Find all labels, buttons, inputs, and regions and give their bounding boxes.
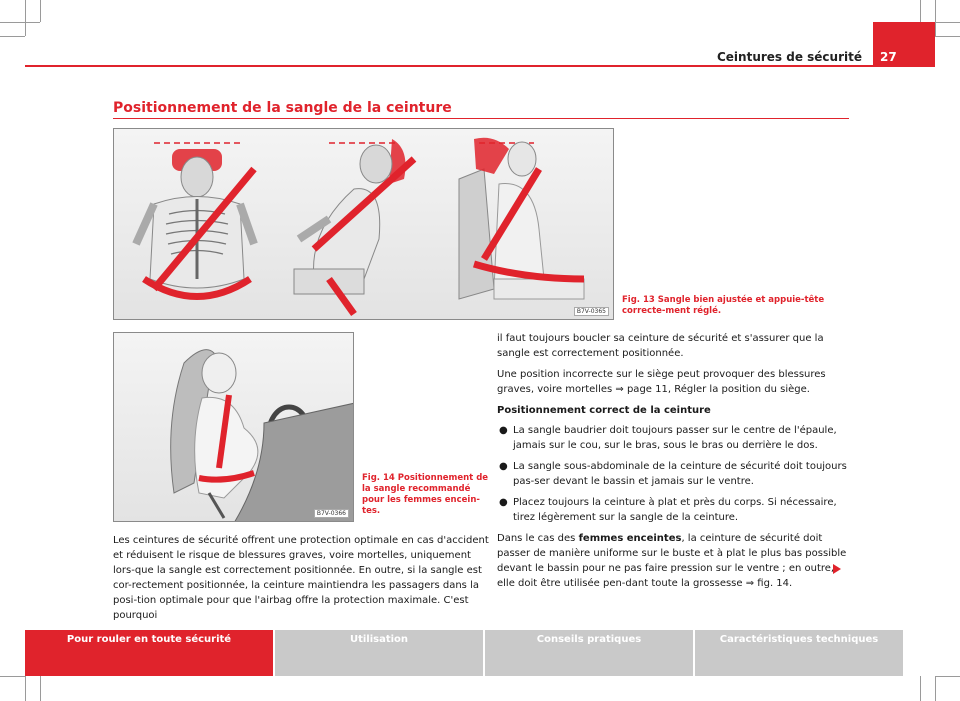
seated-person [459, 138, 584, 299]
crop-mark [40, 676, 41, 701]
crop-mark [0, 36, 25, 37]
bullet-text: Placez toujours la ceinture à plat et près du corps. Si nécessaire, tirez légèrement sur la sangle de la ceinture. [513, 497, 837, 523]
side-skeleton [294, 139, 414, 314]
section-rule [113, 118, 849, 119]
crop-mark [25, 676, 26, 701]
paragraph-3 [497, 531, 852, 591]
header-rule [25, 65, 935, 67]
crop-mark [920, 676, 921, 701]
footer-nav [25, 630, 903, 676]
crop-mark [935, 676, 936, 701]
paragraph-3-text: Dans le cas des [497, 533, 579, 544]
figure-13-code: B7V-0365 [574, 307, 609, 316]
bullet-text: La sangle baudrier doit toujours passer sur le centre de l'épaule, jamais sur le cou, sur le bras, sous le bras ou derrière le dos. [513, 425, 837, 451]
crop-mark [40, 0, 41, 22]
pregnant-women-bold: femmes enceintes [578, 533, 682, 544]
paragraph-3-text-cont: , la ceinture de sécurité doit passer de manière uniforme sur le buste et à plat le plus bas possible devant le bassin pour ne pas faire pression sur le ventre ; en outre, elle doit être utilisée pen-dant toute la grossesse [497, 533, 847, 589]
crop-mark [935, 0, 936, 36]
figure-14-code: B7V-0366 [314, 509, 349, 518]
paragraph-2 [497, 367, 852, 397]
list-item [497, 495, 852, 525]
figure-14-pregnant-belt [113, 332, 354, 522]
page-11-link[interactable]: ⇒ page 11, Régler la position du siège. [615, 384, 810, 395]
figure-13-belt-positions [113, 128, 614, 320]
figure-13-caption: Fig. 13 Sangle bien ajustée et appuie-tête correcte-ment réglé. [622, 295, 825, 316]
bullet-icon: ● [499, 461, 508, 472]
crop-mark [25, 0, 26, 36]
list-item [497, 423, 852, 453]
figure-13-illustration [114, 129, 614, 320]
figure-14-caption: Fig. 14 Positionnement de la sangle recommandé pour les femmes encein-tes. [362, 473, 489, 516]
right-column [497, 331, 852, 597]
bullet-icon: ● [499, 425, 508, 436]
crop-mark [0, 22, 40, 23]
paragraph-2-text: Une position incorrecte sur le siège peut provoquer des blessures graves, voire mortelles [497, 369, 826, 395]
paragraph-1: il faut toujours boucler sa ceinture de sécurité et s'assurer que la sangle est correctement positionnée. [497, 333, 824, 359]
continue-arrow-icon [833, 564, 841, 574]
crop-mark [935, 676, 960, 677]
tab-utilisation[interactable]: Utilisation [273, 630, 483, 676]
figure-14-illustration [114, 333, 354, 522]
intro-paragraph: Les ceintures de sécurité offrent une protection optimale en cas d'accident et réduisent le risque de blessures graves, voire mortelles, uniquement lors-que la sangle est correctement positionnée. En outre, si la sangle est cor-rectement positionnée, la ceinture maintiendra les passagers dans la posi-tion optimale pour que l'airbag offre la protection maximale. C'est pourquoi [113, 535, 489, 621]
bullet-text: La sangle sous-abdominale de la ceinture de sécurité doit toujours pas-ser devant le bassin et jamais sur le ventre. [513, 461, 847, 487]
list-item [497, 459, 852, 489]
subheading: Positionnement correct de la ceinture [497, 405, 711, 416]
paragraph-3-end: . [789, 578, 793, 589]
crop-mark [920, 0, 921, 22]
tab-conseils-pratiques[interactable]: Conseils pratiques [483, 630, 693, 676]
tab-caracteristiques-techniques[interactable]: Caractéristiques techniques [693, 630, 903, 676]
bullet-icon: ● [499, 497, 508, 508]
page-number: 27 [880, 50, 897, 64]
crop-mark [935, 36, 960, 37]
section-title: Positionnement de la sangle de la ceinture [113, 100, 452, 116]
fig-14-link[interactable]: ⇒ fig. 14 [745, 578, 790, 589]
front-skeleton [136, 149, 254, 297]
crop-mark [0, 676, 25, 677]
left-column [113, 533, 489, 629]
tab-pour-rouler[interactable]: Pour rouler en toute sécurité [25, 630, 273, 676]
chapter-title: Ceintures de sécurité [716, 50, 862, 64]
